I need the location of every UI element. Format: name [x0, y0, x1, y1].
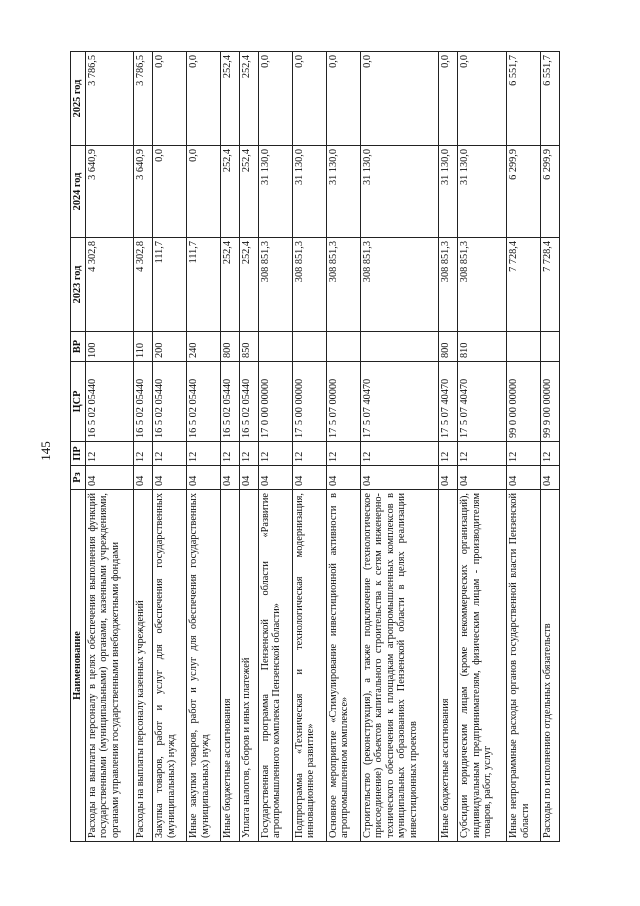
table-row	[239, 52, 258, 842]
header-2023: 2023 год	[71, 238, 86, 332]
row-2025: 0,0	[292, 52, 326, 146]
row-2025: 0,0	[360, 52, 439, 146]
row-name: Иные непрограммные расходы органов государственной власти Пензенской области	[507, 490, 541, 842]
row-name: Строительство (реконструкция), а также подключение (технологическое присоединение) объектов капитального строительства к сетям инженерно-технического обеспечения к площадкам агропромышленных комплексов в муниципальных образованиях Пензенской области в целях реализации инвестиционных проектов	[360, 490, 439, 842]
row-name: Иные закупки товаров, работ и услуг для обеспечения государственных (муниципальных) нужд	[187, 490, 221, 842]
row-pr: 12	[239, 442, 258, 466]
row-pr: 12	[292, 442, 326, 466]
row-2023: 111,7	[153, 238, 187, 332]
row-2023: 308 851,3	[258, 238, 292, 332]
row-csr: 17 5 07 40470	[360, 362, 439, 442]
row-2025: 3 786,5	[85, 52, 134, 146]
row-2023: 308 851,3	[326, 238, 360, 332]
row-vr: 800	[439, 332, 458, 362]
row-2025: 0,0	[326, 52, 360, 146]
row-name: Подпрограмма «Техническая и технологическая модернизация, инновационное развитие»	[292, 490, 326, 842]
header-pr: ПР	[71, 442, 86, 466]
row-rz: 04	[507, 466, 541, 490]
row-pr: 12	[221, 442, 240, 466]
row-vr	[258, 332, 292, 362]
row-rz: 04	[541, 466, 560, 490]
row-2023: 4 302,8	[134, 238, 153, 332]
table-row	[187, 52, 221, 842]
row-2024: 31 130,0	[360, 146, 439, 238]
row-rz: 04	[239, 466, 258, 490]
row-pr: 12	[258, 442, 292, 466]
row-name: Основное мероприятие «Стимулирование инвестиционной активности в агропромышленном комплексе»	[326, 490, 360, 842]
row-csr: 17 5 00 00000	[292, 362, 326, 442]
row-rz: 04	[360, 466, 439, 490]
row-name: Уплата налогов, сборов и иных платежей	[239, 490, 258, 842]
row-2023: 308 851,3	[360, 238, 439, 332]
row-2025: 0,0	[187, 52, 221, 146]
rotated-page-content	[70, 52, 560, 842]
row-2024: 6 299,9	[541, 146, 560, 238]
table-row	[360, 52, 439, 842]
row-name: Иные бюджетные ассигнования	[439, 490, 458, 842]
budget-table	[70, 51, 560, 842]
row-2024: 3 640,9	[85, 146, 134, 238]
table-row	[458, 52, 507, 842]
row-pr: 12	[458, 442, 507, 466]
row-name: Государственная программа Пензенской области «Развитие агропромышленного комплекса Пензенской области»	[258, 490, 292, 842]
table-header-row	[71, 52, 86, 842]
header-2025: 2025 год	[71, 52, 86, 146]
row-2023: 308 851,3	[439, 238, 458, 332]
row-name: Расходы по исполнению отдельных обязательств	[541, 490, 560, 842]
header-csr: ЦСР	[71, 362, 86, 442]
table-row	[221, 52, 240, 842]
row-2024: 31 130,0	[326, 146, 360, 238]
row-name: Закупка товаров, работ и услуг для обеспечения государственных (муниципальных) нужд	[153, 490, 187, 842]
row-csr: 16 5 02 05440	[239, 362, 258, 442]
row-rz: 04	[187, 466, 221, 490]
row-2025: 3 786,5	[134, 52, 153, 146]
row-2023: 308 851,3	[458, 238, 507, 332]
row-csr: 99 0 00 00000	[507, 362, 541, 442]
row-pr: 12	[507, 442, 541, 466]
row-pr: 12	[541, 442, 560, 466]
table-row	[134, 52, 153, 842]
table-row	[326, 52, 360, 842]
table-row	[541, 52, 560, 842]
header-rz: Рз	[71, 466, 86, 490]
row-vr: 240	[187, 332, 221, 362]
row-2025: 0,0	[153, 52, 187, 146]
row-csr: 99 9 00 00000	[541, 362, 560, 442]
row-csr: 17 5 07 40470	[458, 362, 507, 442]
row-pr: 12	[187, 442, 221, 466]
table-row	[85, 52, 134, 842]
header-name: Наименование	[71, 490, 86, 842]
row-2023: 308 851,3	[292, 238, 326, 332]
row-vr	[292, 332, 326, 362]
row-2023: 111,7	[187, 238, 221, 332]
row-name: Расходы на выплаты персоналу в целях обеспечения выполнения функций государственными (муниципальными) органами, казенными учреждениями, органами управления государственными внебюджетными фондами	[85, 490, 134, 842]
row-pr: 12	[153, 442, 187, 466]
row-vr: 800	[221, 332, 240, 362]
row-name: Иные бюджетные ассигнования	[221, 490, 240, 842]
row-2023: 7 728,4	[541, 238, 560, 332]
row-rz: 04	[292, 466, 326, 490]
row-pr: 12	[326, 442, 360, 466]
row-vr: 100	[85, 332, 134, 362]
row-vr: 850	[239, 332, 258, 362]
row-2023: 252,4	[239, 238, 258, 332]
row-rz: 04	[153, 466, 187, 490]
row-2025: 0,0	[458, 52, 507, 146]
row-2024: 31 130,0	[439, 146, 458, 238]
row-name: Расходы на выплаты персоналу казенных учреждений	[134, 490, 153, 842]
row-csr: 17 5 07 40470	[439, 362, 458, 442]
row-vr: 810	[458, 332, 507, 362]
row-rz: 04	[458, 466, 507, 490]
table-row	[507, 52, 541, 842]
header-vr: ВР	[71, 332, 86, 362]
row-2025: 6 551,7	[541, 52, 560, 146]
row-pr: 12	[134, 442, 153, 466]
row-csr: 16 5 02 05440	[221, 362, 240, 442]
row-vr: 110	[134, 332, 153, 362]
row-rz: 04	[134, 466, 153, 490]
row-2024: 3 640,9	[134, 146, 153, 238]
row-rz: 04	[258, 466, 292, 490]
row-rz: 04	[85, 466, 134, 490]
table-row	[292, 52, 326, 842]
row-csr: 16 5 02 05440	[134, 362, 153, 442]
table-row	[153, 52, 187, 842]
row-vr	[326, 332, 360, 362]
row-vr	[507, 332, 541, 362]
row-csr: 16 5 02 05440	[85, 362, 134, 442]
row-2025: 0,0	[439, 52, 458, 146]
row-2024: 252,4	[239, 146, 258, 238]
row-vr	[360, 332, 439, 362]
row-vr: 200	[153, 332, 187, 362]
row-csr: 16 5 02 05440	[187, 362, 221, 442]
row-csr: 16 5 02 05440	[153, 362, 187, 442]
row-2023: 252,4	[221, 238, 240, 332]
row-2024: 31 130,0	[292, 146, 326, 238]
row-2025: 252,4	[239, 52, 258, 146]
row-2025: 6 551,7	[507, 52, 541, 146]
row-2023: 4 302,8	[85, 238, 134, 332]
page-number: 145	[38, 441, 53, 461]
row-name: Субсидии юридическим лицам (кроме некоммерческих организаций), индивидуальным предпринимателям, физическим лицам - производителям товаров, работ, услуг	[458, 490, 507, 842]
row-rz: 04	[221, 466, 240, 490]
row-2024: 252,4	[221, 146, 240, 238]
row-rz: 04	[439, 466, 458, 490]
row-2024: 6 299,9	[507, 146, 541, 238]
row-pr: 12	[360, 442, 439, 466]
row-2025: 252,4	[221, 52, 240, 146]
row-csr: 17 0 00 00000	[258, 362, 292, 442]
table-row	[258, 52, 292, 842]
row-2024: 0,0	[187, 146, 221, 238]
row-pr: 12	[439, 442, 458, 466]
row-2024: 31 130,0	[258, 146, 292, 238]
row-vr	[541, 332, 560, 362]
row-pr: 12	[85, 442, 134, 466]
row-csr: 17 5 07 00000	[326, 362, 360, 442]
row-2025: 0,0	[258, 52, 292, 146]
table-row	[439, 52, 458, 842]
row-2024: 0,0	[153, 146, 187, 238]
header-2024: 2024 год	[71, 146, 86, 238]
row-2023: 7 728,4	[507, 238, 541, 332]
row-2024: 31 130,0	[458, 146, 507, 238]
row-rz: 04	[326, 466, 360, 490]
